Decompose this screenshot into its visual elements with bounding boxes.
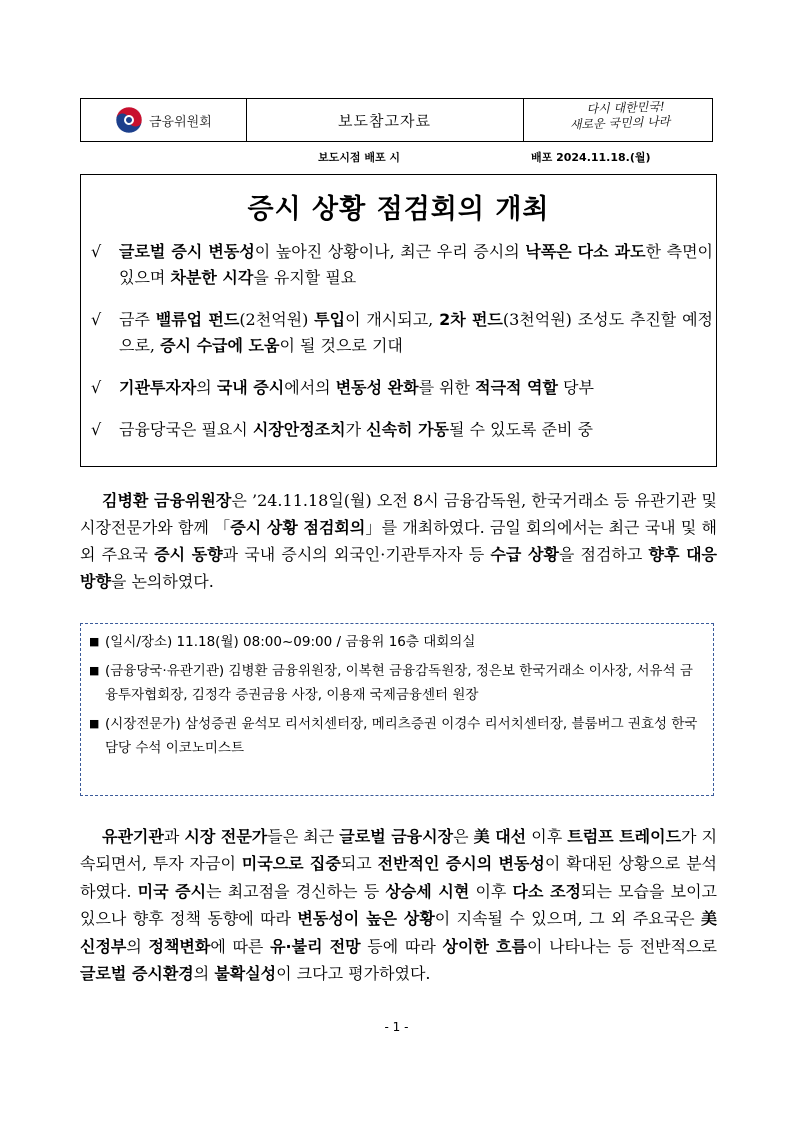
text: 의	[126, 936, 149, 956]
text: 이 크다고 평가하였다.	[276, 964, 431, 984]
summary-bullets	[91, 239, 713, 459]
text: 한 측면이 있으며	[119, 242, 713, 287]
square-bullet-icon: ■	[89, 635, 100, 648]
text: 이후	[526, 827, 568, 846]
bold-text: 차분한 시각	[170, 268, 254, 287]
text: 과	[163, 827, 185, 846]
summary-bullet	[91, 375, 713, 401]
bold-text: 낙폭은 다소 과도	[525, 242, 646, 261]
bold-text: 투입	[314, 310, 346, 329]
text: 가 지속되면서, 투자 자금이	[80, 827, 718, 874]
meeting-info-box	[80, 623, 714, 796]
text: 는 최고점을 경신하는 등	[206, 881, 386, 901]
bold-text: 기관투자자	[119, 378, 197, 397]
bold-text: 2차 펀드	[439, 310, 503, 329]
text: 이 나타나는 등 전반적으로	[526, 936, 717, 956]
text: 을 유지할 필요	[253, 268, 357, 287]
taegeuk-logo-icon	[115, 106, 143, 134]
text: 이 지속될 수 있으며, 그 외 주요국은	[434, 909, 701, 929]
text: 과 국내 증시의 외국인·기관투자자 등	[222, 545, 491, 564]
page-title: 증시 상황 점검회의 개최	[247, 194, 550, 225]
document-header	[80, 98, 713, 142]
bold-text: 변동성 완화	[335, 378, 419, 397]
bold-text: 상승세 시현	[385, 881, 470, 901]
check-icon: √	[91, 378, 102, 397]
text: 등에 따라	[360, 936, 443, 956]
document-type: 보도참고자료	[338, 111, 431, 130]
summary-bullet	[91, 417, 713, 443]
bold-text: 유·불리 전망	[270, 936, 361, 956]
check-icon: √	[91, 310, 102, 329]
text: 를 위한	[418, 378, 476, 397]
body-paragraph-1	[80, 487, 717, 595]
text: 은 ’24.11.18일(월) 오전 8시 금융감독원, 한국거래소 등 유관기관 및 시장전문가와 함께 「	[80, 491, 717, 537]
info-text: (일시/장소) 11.18(월) 08:00~09:00 / 금융위 16층 대회의실	[105, 634, 476, 650]
bold-text: 시장안정조치	[252, 420, 346, 439]
header-divider	[523, 99, 524, 141]
square-bullet-icon: ■	[89, 664, 100, 677]
bold-text: 변동성이 높은 상황	[297, 909, 435, 929]
slogan-line-2: 새로운 국민의 나라	[569, 114, 671, 132]
bold-text: 美 신정부	[80, 909, 717, 956]
text: 에 따른	[210, 936, 271, 956]
body-paragraph-2	[80, 823, 717, 987]
text: 되는 모습을 보이고 있으나 향후 정책 동향에 따라	[80, 881, 717, 929]
text: 을 논의하였다.	[110, 572, 214, 591]
text: 금주	[119, 310, 156, 329]
bold-text: 정책변화	[148, 936, 211, 956]
text: (2천억원)	[239, 310, 315, 329]
bold-text: 밸류업 펀드	[155, 310, 240, 329]
bold-text: 유관기관	[102, 827, 164, 846]
slogan-line-1: 다시 대한민국!	[586, 99, 665, 117]
bold-text: 미국 증시	[137, 881, 207, 901]
text: 금융당국은 필요시	[119, 420, 253, 439]
bold-text: 수급 상황	[490, 545, 559, 564]
text: 가	[345, 420, 367, 439]
text: 당부	[557, 378, 594, 397]
info-item	[89, 712, 705, 760]
summary-bullet	[91, 307, 713, 359]
info-item	[89, 630, 705, 654]
release-date: 배포 2024.11.18.(월)	[531, 151, 651, 164]
bold-text: 다소 조정	[512, 881, 582, 901]
bold-text: 미국으로 집중	[241, 854, 341, 874]
release-info	[80, 149, 713, 167]
text: 될 수 있도록 준비 중	[448, 420, 593, 439]
bold-text: 글로벌 증시 변동성	[119, 242, 255, 261]
bold-text: 글로벌 금융시장	[339, 827, 454, 846]
square-bullet-icon: ■	[89, 717, 100, 730]
info-item	[89, 659, 705, 707]
bold-text: 전반적인 증시의 변동성	[377, 854, 545, 874]
bold-text: 신속히 가동	[366, 420, 449, 439]
bold-text: 향후 대응방향	[80, 545, 718, 591]
text: 이 될 것으로 기대	[279, 336, 403, 355]
bold-text: 트럼프 트레이드	[567, 827, 682, 846]
text: (3천억원) 조성도 추진할 예정으로,	[119, 310, 713, 355]
bold-text: 시장 전문가	[184, 827, 268, 846]
text: 되고	[340, 854, 378, 874]
bold-text: 상이한 흐름	[442, 936, 527, 956]
logo	[115, 106, 212, 134]
bold-text: 증시 수급에 도움	[160, 336, 280, 355]
logo-text: 금융위원회	[149, 114, 212, 130]
info-text: (시장전문가) 삼성증권 윤석모 리서치센터장, 메리츠증권 이경수 리서치센터장, 블룸버그 권효성 한국담당 수석 이코노미스트	[105, 716, 698, 756]
check-icon: √	[91, 242, 102, 261]
text: 들은 최근	[267, 827, 340, 846]
summary-box	[80, 174, 717, 467]
bold-text: 美 대선	[473, 827, 527, 846]
slogan	[530, 98, 709, 142]
bold-text: 적극적 역할	[475, 378, 558, 397]
release-timing: 보도시점 배포 시	[318, 151, 401, 164]
page-number: - 1 -	[384, 1020, 409, 1034]
text: 이 개시되고,	[345, 310, 440, 329]
text: 」를 개최하였다. 금일 회의에서는 최근 국내 및 해외 주요국	[80, 518, 717, 564]
bold-text: 김병환 금융위원장	[102, 491, 232, 510]
text: 을 점검하고	[558, 545, 649, 564]
bold-text: 증시 상황 점검회의	[230, 518, 366, 537]
text: 은	[453, 827, 474, 846]
text: 의	[196, 378, 217, 397]
bold-text: 국내 증시	[216, 378, 285, 397]
text: 이 높아진 상황이나, 최근 우리 증시의	[254, 242, 526, 261]
text: 이 확대된 상황으로 분석하였다.	[80, 854, 718, 901]
info-text: (금융당국·유관기관) 김병환 금융위원장, 이복현 금융감독원장, 정은보 한국거래소 이사장, 서유석 금융투자협회장, 김정각 증권금융 사장, 이용재 국제금융센터 원장	[105, 663, 693, 703]
bold-text: 글로벌 증시환경	[80, 964, 194, 984]
bold-text: 불확실성	[214, 964, 277, 984]
text: 의	[193, 964, 215, 984]
bold-text: 증시 동향	[154, 545, 223, 564]
text: 이후	[469, 881, 513, 901]
check-icon: √	[91, 420, 102, 439]
text: 에서의	[284, 378, 336, 397]
summary-bullet	[91, 239, 713, 291]
